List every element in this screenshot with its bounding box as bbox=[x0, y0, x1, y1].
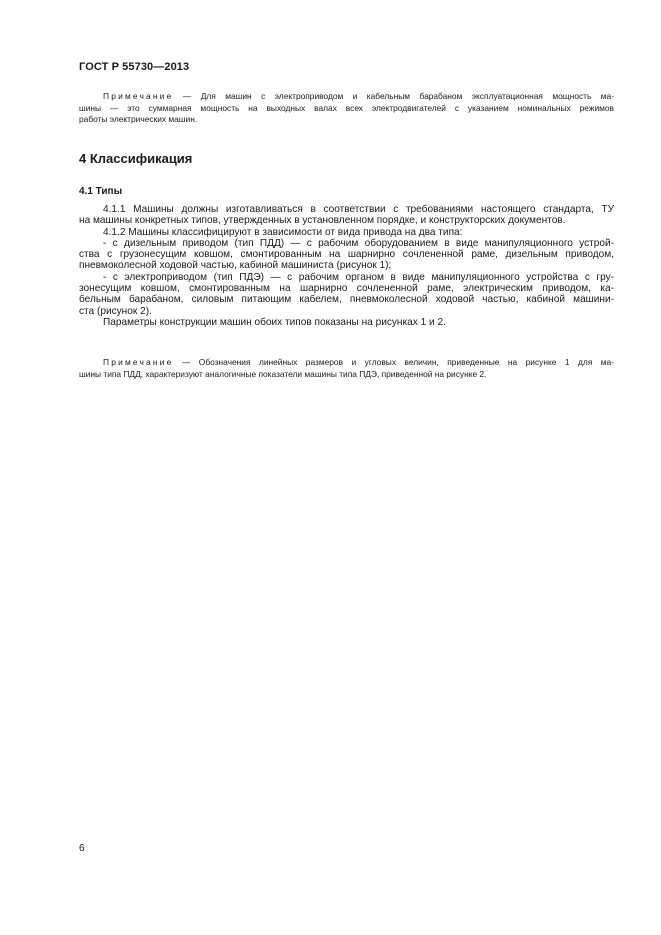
paragraph-line: 4.1.2 Машины классифицируют в зависимости от вида привода на два типа: bbox=[103, 226, 463, 238]
paragraph-line: зонесущим ковшом, смонтированным на шарнирно сочлененной раме, электрическим приводом, ка- bbox=[79, 283, 614, 295]
paragraph-line: Параметры конструкции машин обоих типов показаны на рисунках 1 и 2. bbox=[103, 316, 446, 328]
document-header: ГОСТ Р 55730—2013 bbox=[79, 61, 190, 73]
paragraph-line: - с дизельным приводом (тип ПДД) — с рабочим оборудованием в виде манипуляционного устрой- bbox=[103, 237, 614, 249]
paragraph-line: 4.1.1 Машины должны изготавливаться в соответствии с требованиями настоящего стандарта, ТУ bbox=[103, 204, 614, 215]
note-line: работы электрических машин. bbox=[79, 114, 198, 124]
note-label: Примечание bbox=[103, 357, 174, 367]
note-label: Примечание bbox=[103, 91, 174, 101]
body-text bbox=[79, 204, 614, 328]
note-line bbox=[79, 357, 614, 369]
note-line: шины типа ПДД, характеризуют аналогичные показатели машины типа ПДЭ, приведенной на рисунке 2. bbox=[79, 368, 487, 379]
note-line bbox=[79, 91, 614, 103]
note-dimensions bbox=[79, 357, 614, 380]
note-text: — Обозначения линейных размеров и угловых величин, приведенные на рисунке 1 для ма- bbox=[173, 357, 614, 367]
paragraph-line: ста (рисунок 2). bbox=[79, 305, 152, 317]
paragraph-line: ства с грузонесущим ковшом, смонтированным на шарнирно сочлененной раме, дизельным приводом, bbox=[79, 249, 614, 261]
paragraph-line: - с электроприводом (тип ПДЭ) — с рабочим органом в виде манипуляционного устройства с гру- bbox=[103, 271, 614, 283]
note-text: — Для машин с электроприводом и кабельным барабаном эксплуатационная мощность ма- bbox=[173, 91, 614, 101]
paragraph-line: пневмоколесной ходовой частью, кабиной машиниста (рисунок 1); bbox=[79, 260, 392, 272]
note-line: шины — это суммарная мощность на выходных валах всех электродвигателей с указанием номинальных режимов bbox=[79, 102, 614, 113]
paragraph-line: бельным барабаном, силовым питающим кабелем, пневмоколесной ходовой частью, кабиной машини- bbox=[79, 294, 614, 306]
section-title: 4 Классификация bbox=[79, 151, 193, 166]
paragraph-line: на машины конкретных типов, утвержденных в установленном порядке, и конструкторских документов. bbox=[79, 215, 566, 227]
note-operational-power bbox=[79, 91, 614, 126]
page-number: 6 bbox=[79, 843, 85, 854]
subsection-title: 4.1 Типы bbox=[79, 186, 123, 197]
